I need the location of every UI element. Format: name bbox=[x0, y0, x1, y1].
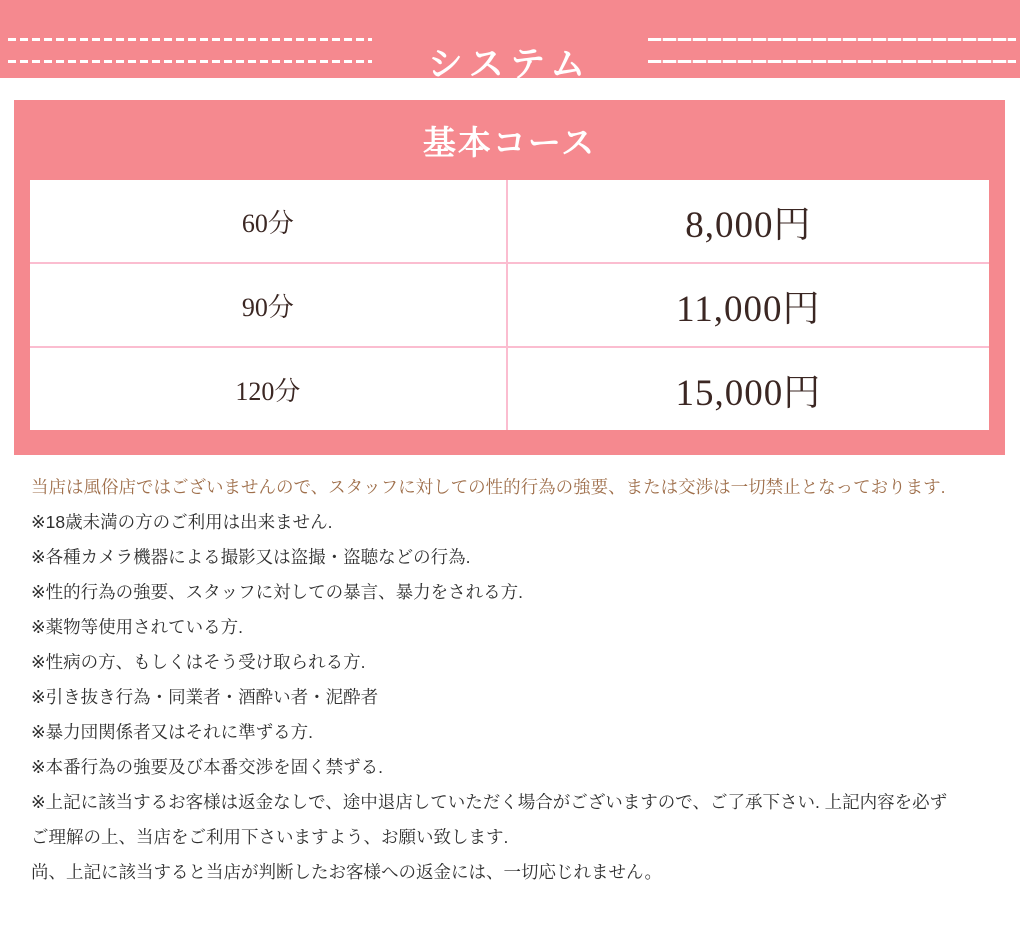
dash-line-icon bbox=[648, 60, 1016, 63]
table-row bbox=[30, 264, 989, 348]
header-dash-decoration-right bbox=[648, 36, 1016, 66]
note-line: ※上記に該当するお客様は返金なしで、途中退店していただく場合がございますので、ご了承下さい. 上記内容を必ず bbox=[31, 792, 948, 812]
note-line: 尚、上記に該当すると当店が判断したお客様への返金には、一切応じれません。 bbox=[31, 862, 663, 882]
notes-section bbox=[31, 470, 1000, 890]
course-panel-title: 基本コース bbox=[422, 125, 597, 162]
duration-cell: 120分 bbox=[30, 348, 508, 430]
table-row bbox=[30, 180, 989, 264]
dash-line-icon bbox=[648, 38, 1016, 41]
page-title: システム bbox=[427, 45, 593, 85]
note-line: ※薬物等使用されている方. bbox=[31, 617, 244, 637]
note-line: ※性病の方、もしくはそう受け取られる方. bbox=[31, 652, 366, 672]
price-cell: 11,000円 bbox=[676, 289, 821, 330]
price-cell: 15,000円 bbox=[675, 373, 822, 414]
note-line: ※18歳未満の方のご利用は出来ません. bbox=[31, 512, 333, 532]
note-intro: 当店は風俗店ではございませんので、スタッフに対しての性的行為の強要、または交渉は一切禁止となっております. bbox=[31, 477, 946, 497]
note-line: ※暴力団関係者又はそれに準ずる方. bbox=[31, 722, 314, 742]
dash-line-icon bbox=[8, 38, 372, 41]
page-header bbox=[0, 0, 1020, 85]
duration-cell: 60分 bbox=[30, 180, 508, 262]
dash-line-icon bbox=[8, 60, 372, 63]
note-line: ※各種カメラ機器による撮影又は盗撮・盗聴などの行為. bbox=[31, 547, 471, 567]
note-line: ※性的行為の強要、スタッフに対しての暴言、暴力をされる方. bbox=[31, 582, 524, 602]
note-line: ※本番行為の強要及び本番交渉を固く禁ずる. bbox=[31, 757, 384, 777]
price-cell: 8,000円 bbox=[685, 205, 812, 246]
course-panel bbox=[14, 100, 1005, 455]
duration-cell: 90分 bbox=[30, 264, 508, 346]
table-row bbox=[30, 348, 989, 430]
header-dash-decoration-left bbox=[8, 36, 372, 66]
price-table bbox=[30, 180, 989, 430]
note-line: ご理解の上、当店をご利用下さいますよう、お願い致します. bbox=[31, 827, 509, 847]
note-line: ※引き抜き行為・同業者・酒酔い者・泥酔者 bbox=[31, 687, 379, 707]
